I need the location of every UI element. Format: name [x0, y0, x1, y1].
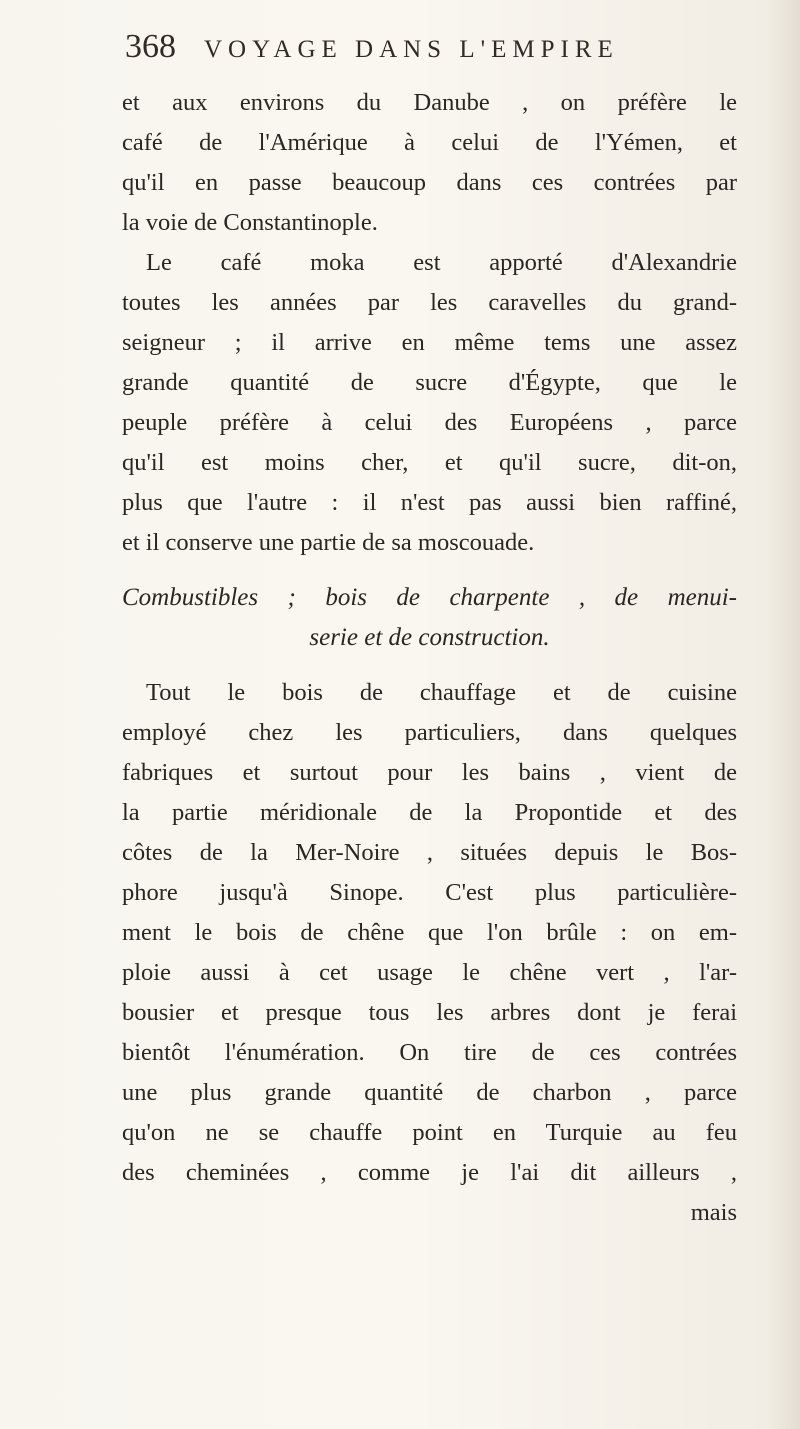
text-line: côtes de la Mer-Noire , situées depuis le Bos-	[122, 839, 737, 866]
text-line: bousier et presque tous les arbres dont je ferai	[122, 999, 737, 1026]
text-line: Le café moka est apporté d'Alexandrie	[146, 249, 737, 276]
section-heading	[122, 578, 737, 658]
paragraph-2	[122, 243, 737, 563]
page-text	[122, 83, 737, 1233]
text-line: Tout le bois de chauffage et de cuisine	[146, 679, 737, 706]
paragraph-1	[122, 83, 737, 243]
text-line: une plus grande quantité de charbon , parce	[122, 1079, 737, 1106]
text-line: la voie de Constantinople.	[122, 209, 378, 236]
text-line: qu'on ne se chauffe point en Turquie au feu	[122, 1119, 737, 1146]
spacer	[122, 658, 737, 673]
catchword: mais	[690, 1199, 737, 1226]
text-line: fabriques et surtout pour les bains , vient de	[122, 759, 737, 786]
text-line: et aux environs du Danube , on préfère le	[122, 89, 737, 116]
section-title-line: Combustibles ; bois de charpente , de menui-	[122, 584, 737, 611]
text-line: ploie aussi à cet usage le chêne vert , l'ar-	[122, 959, 737, 986]
text-line: employé chez les particuliers, dans quelques	[122, 719, 737, 746]
paragraph-3	[122, 673, 737, 1193]
text-line: et il conserve une partie de sa moscouade.	[122, 529, 535, 556]
text-line: ment le bois de chêne que l'on brûle : on em-	[122, 919, 737, 946]
text-line: qu'il en passe beaucoup dans ces contrées par	[122, 169, 737, 196]
text-line: seigneur ; il arrive en même tems une assez	[122, 329, 737, 356]
section-title-line: serie et de construction.	[309, 624, 550, 651]
text-line: grande quantité de sucre d'Égypte, que le	[122, 369, 737, 396]
text-line: des cheminées , comme je l'ai dit ailleurs ,	[122, 1159, 737, 1186]
spacer	[122, 563, 737, 578]
text-line: la partie méridionale de la Propontide et des	[122, 799, 737, 826]
text-line: plus que l'autre : il n'est pas aussi bien raffiné,	[122, 489, 737, 516]
text-line: toutes les années par les caravelles du grand-	[122, 289, 737, 316]
text-line: café de l'Amérique à celui de l'Yémen, et	[122, 129, 737, 156]
text-line: peuple préfère à celui des Européens , parce	[122, 409, 737, 436]
running-title: VOYAGE DANS L'EMPIRE	[204, 36, 619, 63]
text-line: qu'il est moins cher, et qu'il sucre, dit-on,	[122, 449, 737, 476]
text-line: phore jusqu'à Sinope. C'est plus particulière-	[122, 879, 737, 906]
text-line: bientôt l'énumération. On tire de ces contrées	[122, 1039, 737, 1066]
page-header	[125, 28, 685, 76]
page-number: 368	[125, 28, 176, 65]
